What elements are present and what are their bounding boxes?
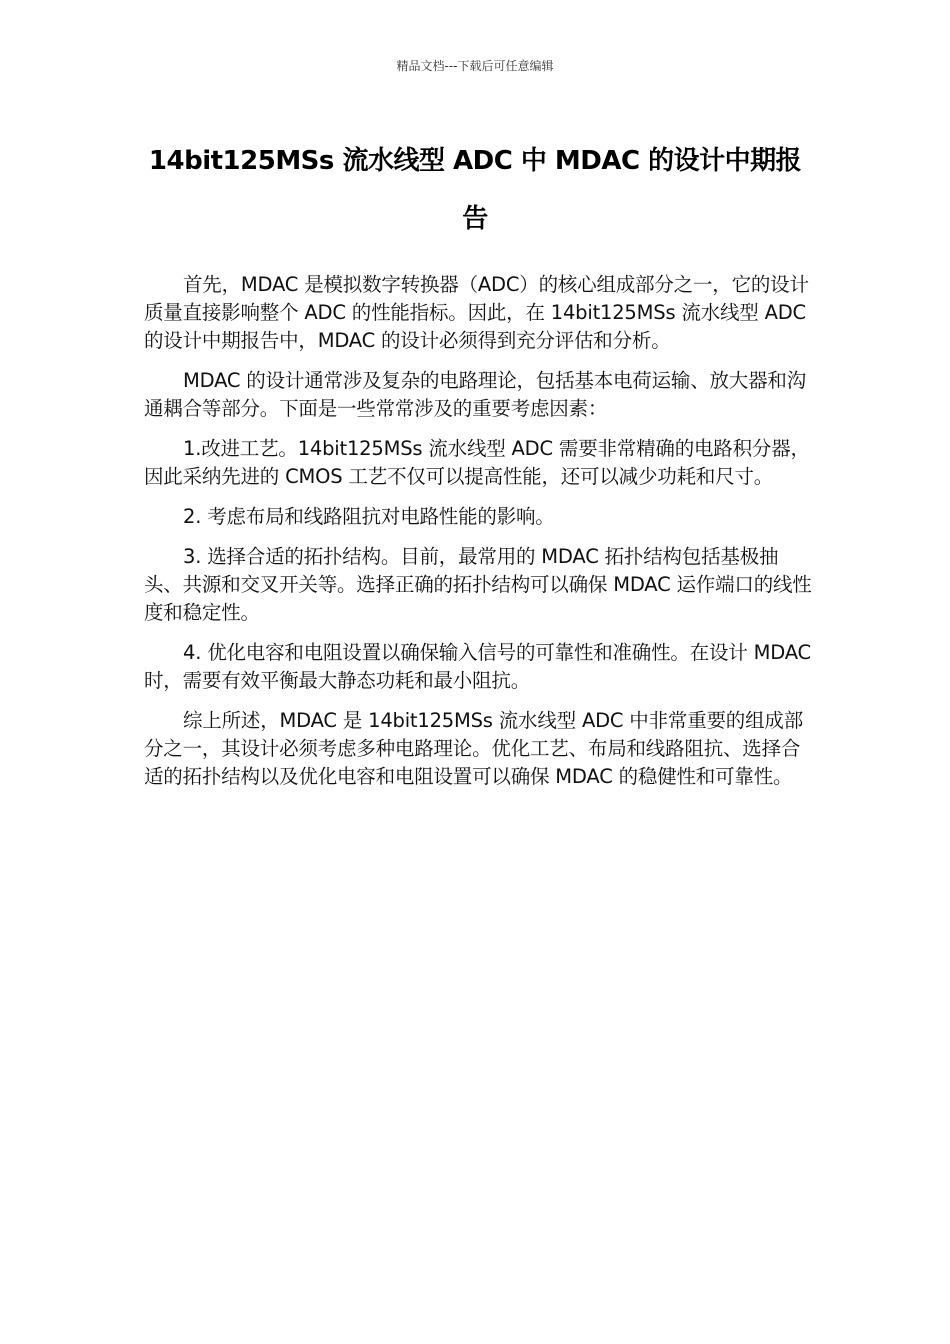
document-body — [144, 271, 812, 803]
header-note: 精品文档---下载后可任意编辑 — [396, 59, 554, 73]
paragraph-conclusion: 综上所述，MDAC 是 14bit125MSs 流水线型 ADC 中非常重要的组成部分之一，其设计必须考虑多种电路理论。优化工艺、布局和线路阻抗、选择合适的拓扑结构以及优化电容和电阻设置可以确保 MDAC 的稳健性和可靠性。 — [144, 709, 804, 788]
document-title: 14bit125MSs 流水线型 ADC 中 MDAC 的设计中期报告 — [148, 146, 802, 234]
paragraph-point-3: 3. 选择合适的拓扑结构。目前，最常用的 MDAC 拓扑结构包括基极抽头、共源和交叉开关等。选择正确的拓扑结构可以确保 MDAC 运作端口的线性度和稳定性。 — [144, 545, 812, 624]
paragraph-theory: MDAC 的设计通常涉及复杂的电路理论，包括基本电荷运输、放大器和沟通耦合等部分。下面是一些常常涉及的重要考虑因素： — [144, 369, 807, 420]
paragraph-point-1: 1.改进工艺。14bit125MSs 流水线型 ADC 需要非常精确的电路积分器，因此采纳先进的 CMOS 工艺不仅可以提高性能，还可以减少功耗和尺寸。 — [144, 437, 810, 488]
paragraph-point-4: 4. 优化电容和电阻设置以确保输入信号的可靠性和准确性。在设计 MDAC 时，需要有效平衡最大静态功耗和最小阻抗。 — [144, 641, 811, 692]
paragraph-point-2: 2. 考虑布局和线路阻抗对电路性能的影响。 — [183, 505, 555, 528]
paragraph-intro: 首先，MDAC 是模拟数字转换器（ADC）的核心组成部分之一，它的设计质量直接影响整个 ADC 的性能指标。因此，在 14bit125MSs 流水线型 ADC 的设计中期报告中，MDAC 的设计必须得到充分评估和分析。 — [144, 273, 809, 352]
